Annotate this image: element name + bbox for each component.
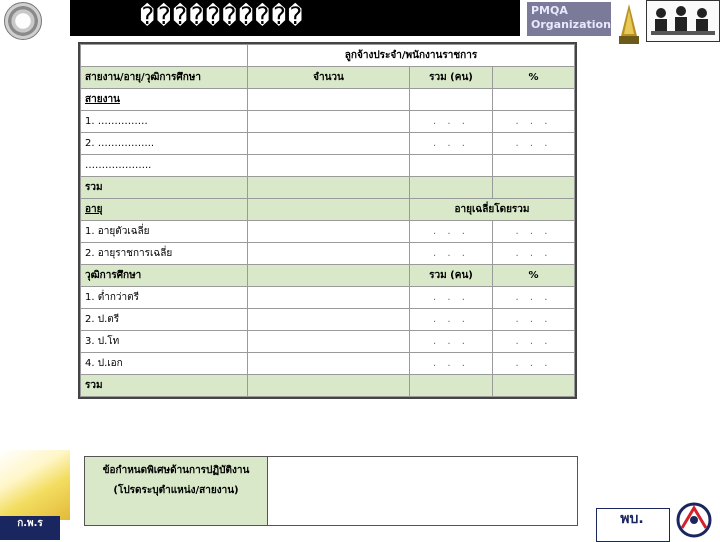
pmqa-trophy-icon [615,2,643,46]
requirements-label [85,457,268,526]
dots-cell: . . . [410,353,493,375]
table-row [81,133,575,155]
table-cell[interactable] [248,287,410,309]
row-label: 1. ต่ำกว่าตรี [81,287,248,309]
table-cell[interactable] [410,155,493,177]
dots-cell: . . . [410,133,493,155]
pmqa-badge [527,2,611,36]
government-seal-logo [4,2,42,40]
table-cell[interactable] [493,89,575,111]
row-label: 2. …………….. [81,133,248,155]
table-cell[interactable] [410,89,493,111]
dots-cell: . . . [410,243,493,265]
table-row [81,331,575,353]
row-label: 2. อายุราชการเฉลี่ย [81,243,248,265]
table-cell[interactable] [248,375,410,397]
dots-cell: . . . [410,309,493,331]
decorative-glow [0,450,70,520]
table-cell [248,265,410,287]
column-header-percent: % [493,67,575,89]
personnel-table [80,44,575,397]
table-row [81,309,575,331]
row-label: 4. ป.เอก [81,353,248,375]
table-row [81,287,575,309]
requirements-table [84,456,578,526]
table-row [81,111,575,133]
table-cell[interactable] [410,375,493,397]
dots-cell: . . . [410,111,493,133]
table-cell[interactable] [248,111,410,133]
table-cell[interactable] [248,243,410,265]
meeting-people-icon [646,0,720,42]
requirements-label-line1: ข้อกำหนดพิเศษด้านการปฏิบัติงาน [102,465,250,476]
column-header-count: จำนวน [248,67,410,89]
table-cell[interactable] [248,331,410,353]
dots-cell: . . . [493,331,575,353]
table-cell[interactable] [248,89,410,111]
pmqa-label: PMQA [531,4,568,17]
dots-cell: . . . [410,287,493,309]
row-label: 2. ป.ตรี [81,309,248,331]
table-cell[interactable] [248,155,410,177]
section-label-age: อายุ [81,199,248,221]
education-total-header: รวม (คน) [410,265,493,287]
table-cell[interactable] [493,375,575,397]
column-header-category: สายงาน/อายุ/วุฒิการศึกษา [81,67,248,89]
row-label: ……………….. [81,155,248,177]
dots-cell: . . . [493,353,575,375]
table-cell [248,199,410,221]
organization-label: Organization [531,18,611,31]
opdc-logo: ก.พ.ร [0,516,60,540]
dots-cell: . . . [410,221,493,243]
pb-logo-text: พบ. [620,511,644,527]
row-label: 3. ป.โท [81,331,248,353]
dots-cell: . . . [410,331,493,353]
section-label-education: วุฒิการศึกษา [81,265,248,287]
average-age-header: อายุเฉลี่ยโดยรวม [410,199,575,221]
table-cell[interactable] [493,177,575,199]
page-title: ���������� [140,2,305,30]
row-label: 1. อายุตัวเฉลี่ย [81,221,248,243]
table-cell[interactable] [248,309,410,331]
dots-cell: . . . [493,133,575,155]
table-row [81,155,575,177]
education-percent-header: % [493,265,575,287]
table-cell[interactable] [248,177,410,199]
table-cell[interactable] [410,177,493,199]
table-row [81,221,575,243]
organization-circle-logo-icon [672,500,716,540]
requirements-field[interactable] [268,457,578,526]
table-row [81,243,575,265]
table-cell[interactable] [248,133,410,155]
table-cell[interactable] [248,353,410,375]
table-cell[interactable] [248,221,410,243]
row-label: 1. …………… [81,111,248,133]
dots-cell: . . . [493,111,575,133]
column-header-total: รวม (คน) [410,67,493,89]
requirements-label-line2: (โปรดระบุตำแหน่ง/สายงาน) [113,485,239,496]
total-label: รวม [81,177,248,199]
table-heading: ลูกจ้างประจำ/พนักงานราชการ [248,45,575,67]
total-label: รวม [81,375,248,397]
dots-cell: . . . [493,221,575,243]
dots-cell: . . . [493,243,575,265]
table-row [81,353,575,375]
section-label-line-of-work: สายงาน [81,89,248,111]
table-cell[interactable] [493,155,575,177]
dots-cell: . . . [493,287,575,309]
dots-cell: . . . [493,309,575,331]
